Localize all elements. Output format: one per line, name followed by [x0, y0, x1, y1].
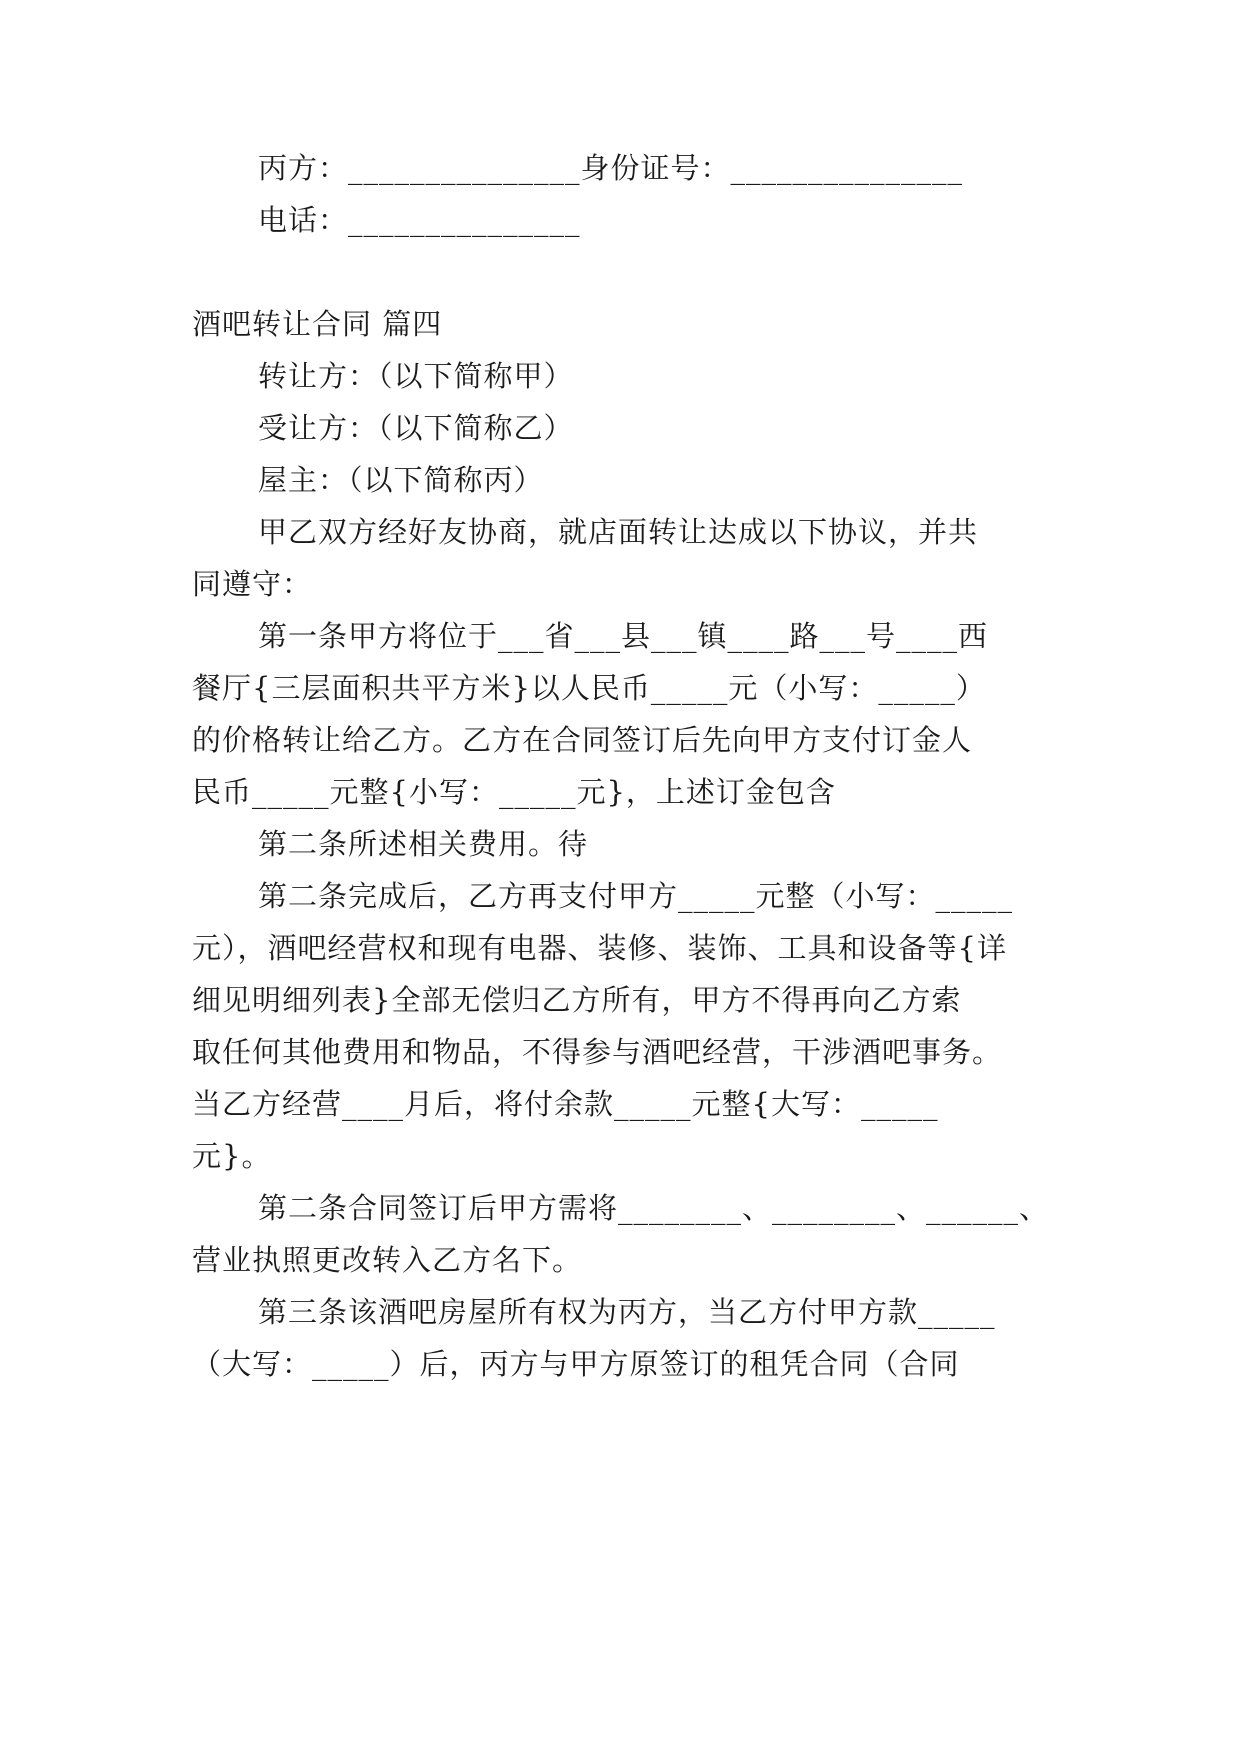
article-2b-line-2: 营业执照更改转入乙方名下。: [192, 1243, 583, 1277]
article-2b-line-1: 第二条合同签订后甲方需将________、________、______、: [258, 1191, 1050, 1225]
article-1-line-1: 第一条甲方将位于___省___县___镇____路___号____西: [258, 619, 989, 653]
section-title: 酒吧转让合同 篇四: [192, 307, 443, 341]
article-3-line-2: （大写：_____）后，丙方与甲方原签订的租凭合同（合同: [192, 1347, 960, 1381]
article-1-line-2: 餐厅{三层面积共平方米}以人民币_____元（小写：_____）: [192, 671, 986, 705]
article-2-line-4: 取任何其他费用和物品，不得参与酒吧经营，干涉酒吧事务。: [192, 1035, 1003, 1069]
owner-line: 屋主：（以下简称丙）: [258, 463, 544, 497]
transferor-line: 转让方：（以下简称甲）: [258, 359, 574, 393]
article-1-line-3: 的价格转让给乙方。乙方在合同签订后先向甲方支付订金人: [192, 723, 973, 757]
article-2-line-3: 细见明细列表}全部无偿归乙方所有，甲方不得再向乙方索: [192, 983, 962, 1017]
preamble-line-2: 同遵守：: [192, 567, 313, 601]
party-c-line: 丙方：_______________身份证号：_______________: [258, 151, 964, 185]
article-2-line-1: 第二条完成后，乙方再支付甲方_____元整（小写：_____: [258, 879, 1014, 913]
preamble-line-1: 甲乙双方经好友协商，就店面转让达成以下协议，并共: [258, 515, 979, 549]
transferee-line: 受让方：（以下简称乙）: [258, 411, 574, 445]
article-3-line-1: 第三条该酒吧房屋所有权为丙方，当乙方付甲方款_____: [258, 1295, 996, 1329]
phone-line: 电话：_______________: [258, 203, 581, 237]
article-2-line-2: 元），酒吧经营权和现有电器、装修、装饰、工具和设备等{详: [192, 931, 1007, 965]
article-2-line-5: 当乙方经营____月后，将付余款_____元整{大写：_____: [192, 1087, 939, 1121]
article-2-ref-line: 第二条所述相关费用。待: [258, 827, 589, 861]
article-2-line-6: 元}。: [192, 1139, 272, 1173]
article-1-line-4: 民币_____元整{小写：_____元}，上述订金包含: [192, 775, 836, 809]
